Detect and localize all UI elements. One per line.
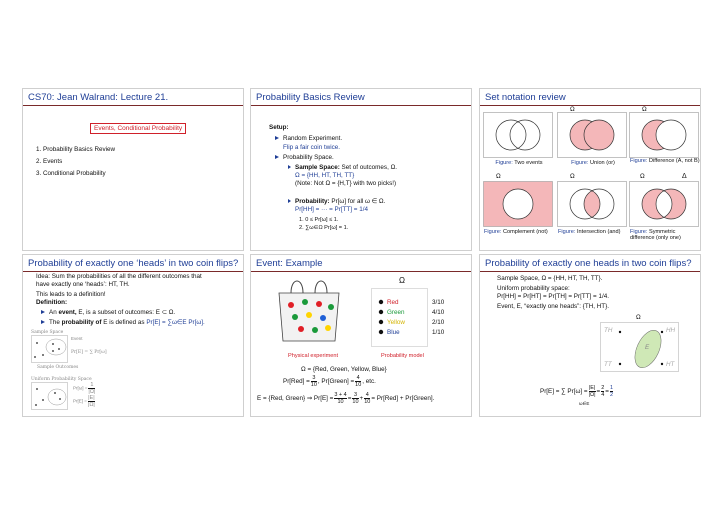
- sum-subscript: ω∈E: [579, 401, 590, 406]
- slide-title: CS70: Jean Walrand: Lecture 21.: [23, 89, 243, 106]
- event-probability: E = {Red, Green} ⇒ Pr[E] = $\frac{3 + 4}{10}$ = $\frac{3}{10}$ + $\frac{4}{10}$ = Pr[Red] + Pr[Green].: [257, 392, 435, 405]
- omega-symbol: Ω: [642, 106, 647, 113]
- bullet-icon: [275, 136, 279, 140]
- outcome-tt: TT: [604, 361, 612, 368]
- uniform-values: Pr[HH] = Pr[HT] = Pr[TH] = Pr[TT] = 1/4.: [497, 293, 609, 300]
- outcome-th: TH: [604, 327, 613, 334]
- idea-line-1: Idea: Sum the probabilities of all the different outcomes that: [36, 273, 202, 280]
- outline-item-3: 3. Conditional Probability: [36, 170, 106, 177]
- fig-sample-space-title: Sample Space: [31, 330, 64, 335]
- slide-exactly-one-heads-calc: [479, 254, 701, 417]
- caption-symmetric-difference: Figure: Symmetric difference (only one): [630, 229, 681, 242]
- event-label: E: [645, 344, 650, 351]
- outcome-yellow: Yellow: [387, 319, 405, 326]
- omega-symbol: Ω: [640, 173, 645, 180]
- bullet-experiment-sub: Flip a fair coin twice.: [283, 144, 341, 151]
- fig-sample-outcomes: Sample Outcomes: [37, 365, 79, 370]
- probability-model-box: [371, 288, 459, 348]
- slide-title: Probability Basics Review: [251, 89, 471, 106]
- definition-label: Definition:: [36, 299, 68, 306]
- prob-green: 4/10: [432, 309, 445, 316]
- caption-two-events: Figure: Two events: [495, 160, 543, 166]
- venn-difference: [629, 112, 699, 158]
- omega-note: (Note: Not Ω = {H,T} with two picks!): [295, 180, 397, 187]
- probability-line: Probability: Pr[ω] for all ω ∈ Ω.: [295, 198, 386, 205]
- idea-line-2: have exactly one ‘heads’: HT, TH.: [36, 281, 130, 288]
- slide-title: Probability of exactly one heads in two coin flips?: [480, 255, 700, 272]
- slide-lecture-title: [22, 88, 244, 251]
- omega-symbol: Ω: [636, 314, 641, 321]
- bullet-icon: [41, 310, 45, 314]
- fig-event-label: Event: [71, 336, 83, 341]
- fig-uniform-pr-omega: Pr[ω] = $\frac{1}{|\Omega|}$: [73, 382, 96, 395]
- caption-intersection: Figure: Intersection (and): [558, 229, 621, 235]
- probability-definition: The probability of E is defined as Pr[E] = ∑ω∈E Pr[ω].: [49, 319, 205, 326]
- bullet-icon: [288, 199, 291, 203]
- prob-blue: 1/10: [432, 329, 445, 336]
- venn-two-events: [483, 112, 553, 158]
- venn-union: [557, 112, 627, 158]
- outcome-green: Green: [387, 309, 405, 316]
- slide-event-example: [250, 254, 472, 417]
- condition-1: 1. 0 ≤ Pr[ω] ≤ 1.: [299, 217, 339, 223]
- omega-set: Ω = {Red, Green, Yellow, Blue}: [301, 366, 387, 373]
- bullet-icon: [41, 320, 45, 324]
- outline-item-2: 2. Events: [36, 158, 63, 165]
- omega-symbol: Ω: [399, 276, 405, 285]
- caption-complement: Figure: Complement (not): [484, 229, 548, 235]
- bullet-icon: [288, 165, 291, 169]
- setup-label: Setup:: [269, 124, 289, 131]
- caption-difference: Figure: Difference (A, not B): [630, 158, 700, 164]
- outcome-ht: HT: [666, 361, 675, 368]
- venn-complement: [483, 181, 553, 227]
- slide-title: Set notation review: [480, 89, 700, 106]
- caption-physical: Physical experiment: [288, 353, 339, 359]
- marble-bag-icon: [273, 275, 345, 343]
- bullet-space: Probability Space.: [283, 154, 334, 161]
- slide-exactly-one-heads-def: [22, 254, 244, 417]
- condition-2: 2. ∑ω∈Ω Pr[ω] = 1.: [299, 225, 349, 231]
- slide-probability-review: [250, 88, 472, 251]
- omega-symbol: Ω: [570, 173, 575, 180]
- bullet-experiment: Random Experiment.: [283, 135, 343, 142]
- definition-lead: This leads to a definition!: [36, 291, 106, 298]
- outcome-hh: HH: [666, 327, 676, 334]
- event-line: Event, E, “exactly one heads”: {TH, HT}.: [497, 303, 609, 310]
- topic-box: Events, Conditional Probability: [90, 123, 186, 134]
- prob-yellow: 2/10: [432, 319, 445, 326]
- outline-item-1: 1. Probability Basics Review: [36, 146, 116, 153]
- sample-space-line: Sample Space, Ω = {HH, HT, TH, TT}.: [497, 275, 603, 282]
- fig-uniform-title: Uniform Probability Space: [31, 377, 92, 382]
- outcome-blue: Blue: [387, 329, 400, 336]
- bullet-icon: [275, 155, 279, 159]
- fig-event-formula: Pr[E] = ∑ Pr[ω]: [71, 350, 107, 355]
- event-definition: An event, E, is a subset of outcomes: E ⊂ Ω.: [49, 309, 176, 316]
- omega-symbol: Ω: [496, 173, 501, 180]
- venn-symmetric-difference: [629, 181, 699, 227]
- slide-title: Event: Example: [251, 255, 471, 272]
- sample-space-line: Sample Space: Set of outcomes, Ω.: [295, 164, 398, 171]
- uniform-line: Uniform probability space:: [497, 285, 570, 292]
- probability-values: Pr[HH] = ··· = Pr[TT] = 1/4: [295, 206, 368, 213]
- venn-intersection: [557, 181, 627, 227]
- caption-union: Figure: Union (or): [571, 160, 615, 166]
- prob-red: 3/10: [432, 299, 445, 306]
- omega-set: Ω = {HH, HT, TH, TT}: [295, 172, 355, 179]
- caption-model: Probability model: [381, 353, 424, 359]
- omega-symbol: Ω: [570, 106, 575, 113]
- symmetric-difference-symbol: Δ: [682, 173, 687, 180]
- slide-title: Probability of exactly one ‘heads’ in two coin flips?: [23, 255, 243, 272]
- uniform-space-figure: [31, 382, 71, 410]
- outcome-red: Red: [387, 299, 399, 306]
- outcome-probabilities: Pr[Red] = $\frac{3}{10}$ , Pr[Green] = $\frac{4}{10}$ , etc.: [283, 375, 376, 388]
- event-probability-sum: Pr[E] = ∑ Pr[ω] = $\frac{|E|}{|\Omega|}$ = $\frac{2}{4}$ = $\frac{1}{2}$: [540, 385, 614, 398]
- fig-uniform-pr-event: Pr[E] = $\frac{|E|}{|\Omega|}$: [73, 395, 95, 408]
- slide-set-notation: [479, 88, 701, 251]
